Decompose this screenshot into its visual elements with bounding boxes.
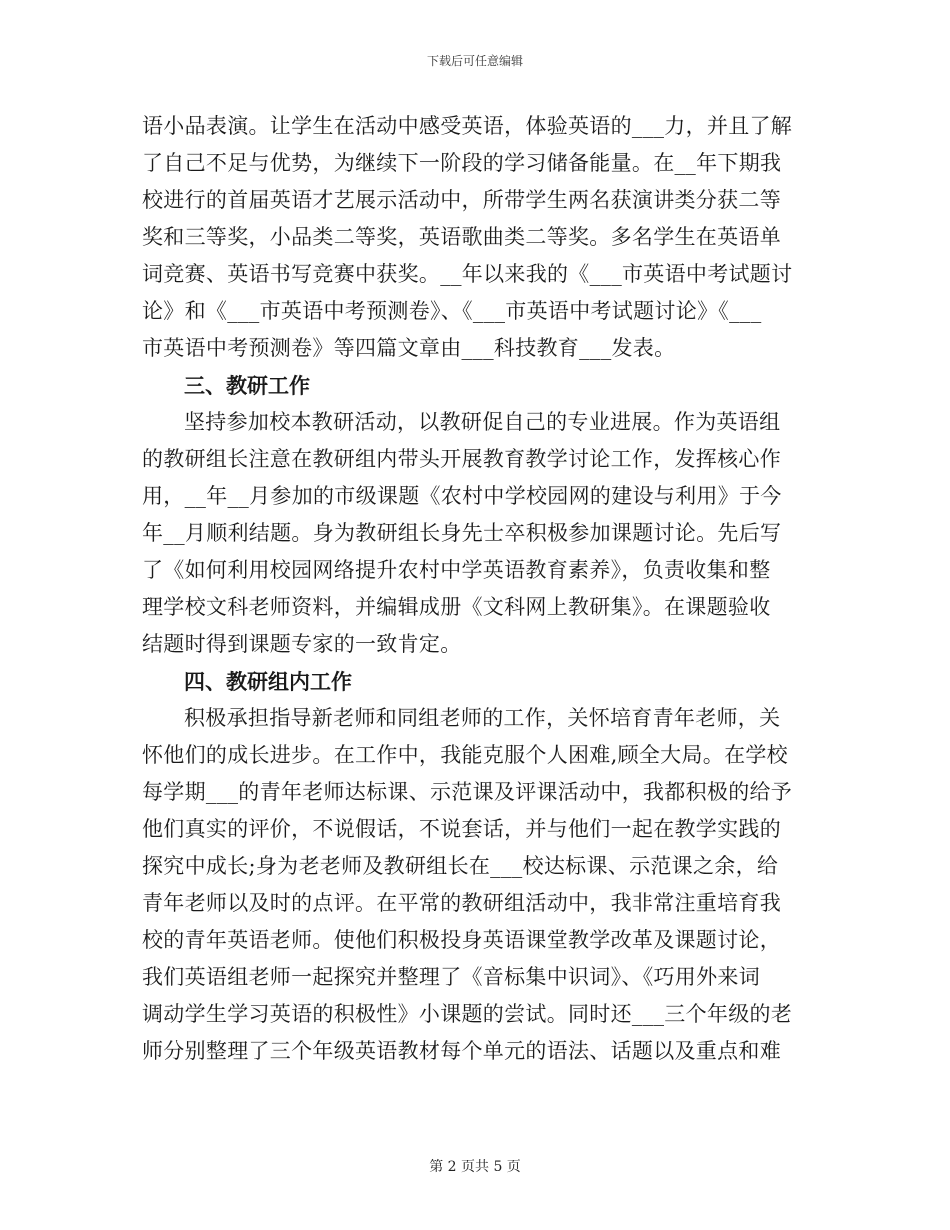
paragraph-line: 年__月顺利结题。身为教研组长身先士卒积极参加课题讨论。先后写 (142, 521, 782, 545)
section-heading-teaching-research: 三、教研工作 (184, 373, 310, 398)
paragraph-line: 积极承担指导新老师和同组老师的工作，关怀培育青年老师，关 (184, 706, 781, 730)
paragraph-line: 我们英语组老师一起探究并整理了《音标集中识词》、《巧用外来词 (142, 965, 760, 989)
page-header: 下载后可任意编辑 (426, 54, 523, 68)
paragraph-line: 结题时得到课题专家的一致肯定。 (142, 632, 462, 656)
paragraph-line: 的教研组长注意在教研组内带头开展教育教学讨论工作，发挥核心作 (142, 447, 781, 471)
paragraph-line: 青年老师以及时的点评。在平常的教研组活动中，我非常注重培育我 (142, 891, 781, 915)
paragraph-line: 词竞赛、英语书写竞赛中获奖。__年以来我的《___市英语中考试题讨 (142, 262, 793, 286)
paragraph-line: 市英语中考预测卷》等四篇文章由___科技教育___发表。 (142, 336, 676, 360)
paragraph-line: 论》和《___市英语中考预测卷》、《___市英语中考试题讨论》《___ (142, 299, 762, 323)
section-heading-group-work: 四、教研组内工作 (184, 669, 352, 694)
page-number-footer: 第 2 页共 5 页 (429, 1159, 521, 1175)
paragraph-line: 调动学生学习英语的积极性》小课题的尝试。同时还___三个年级的老 (142, 1002, 793, 1026)
paragraph-line: 理学校文科老师资料，并编辑成册《文科网上教研集》。在课题验收 (142, 595, 771, 619)
paragraph-line: 校进行的首届英语才艺展示活动中，所带学生两名获演讲类分获二等 (142, 188, 781, 212)
paragraph-line: 语小品表演。让学生在活动中感受英语，体验英语的___力，并且了解 (142, 114, 793, 138)
document-body (142, 108, 807, 1070)
paragraph-line: 坚持参加校本教研活动，以教研促自己的专业进展。作为英语组 (184, 410, 781, 434)
paragraph-line: 怀他们的成长进步。在工作中，我能克服个人困难,顾全大局。在学校 (142, 743, 788, 767)
paragraph-line: 了自己不足与优势，为继续下一阶段的学习储备能量。在__年下期我 (142, 151, 782, 175)
paragraph-line: 每学期___的青年老师达标课、示范课及评课活动中，我都积极的给予 (142, 780, 793, 804)
paragraph-line: 师分别整理了三个年级英语教材每个单元的语法、话题以及重点和难 (142, 1039, 781, 1063)
paragraph-line: 他们真实的评价，不说假话，不说套话，并与他们一起在教学实践的 (142, 817, 781, 841)
paragraph-line: 校的青年英语老师。使他们积极投身英语课堂教学改革及课题讨论， (142, 928, 781, 952)
paragraph-line: 探究中成长;身为老老师及教研组长在___校达标课、示范课之余，给 (142, 854, 779, 878)
paragraph-line: 奖和三等奖，小品类二等奖，英语歌曲类二等奖。多名学生在英语单 (142, 225, 781, 249)
paragraph-line: 用，__年__月参加的市级课题《农村中学校园网的建设与利用》于今 (142, 484, 782, 508)
paragraph-line: 了《如何利用校园网络提升农村中学英语教育素养》，负责收集和整 (142, 558, 771, 582)
